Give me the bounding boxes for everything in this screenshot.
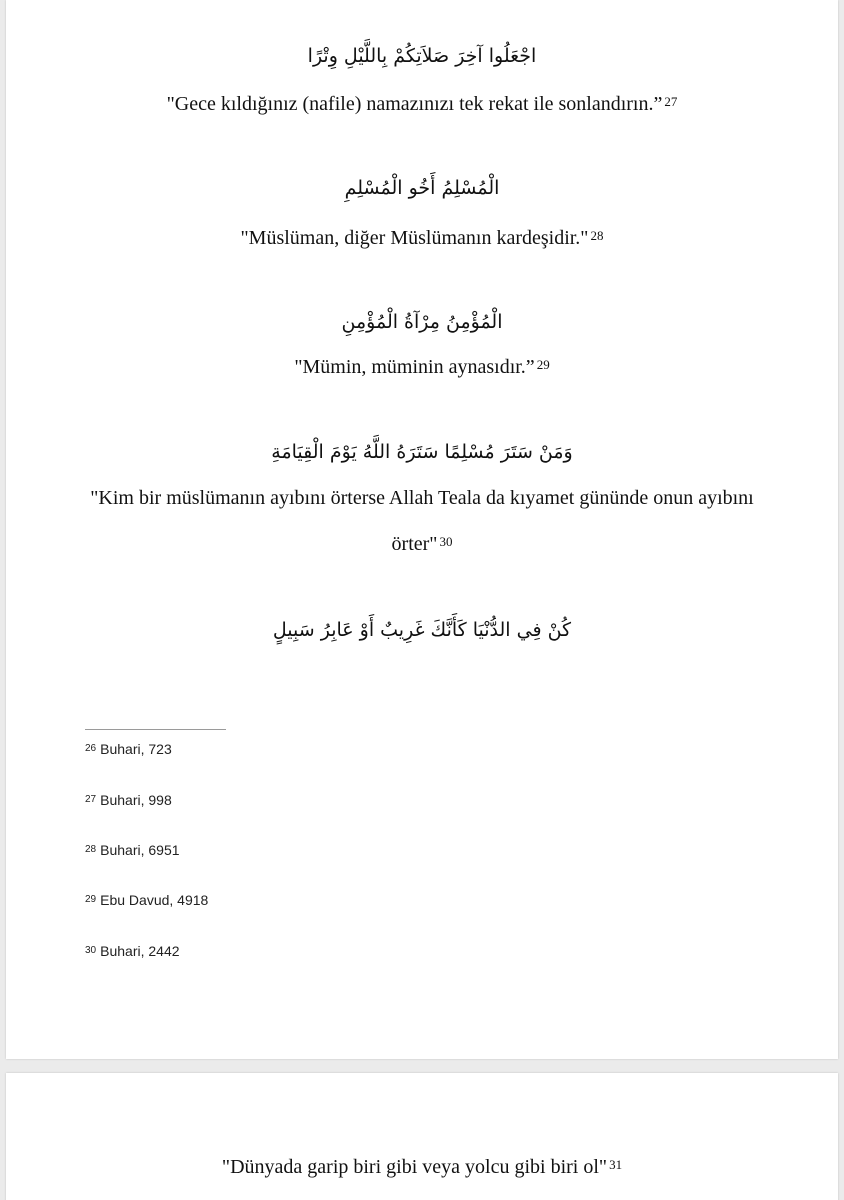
footnote-reference[interactable]: 28 bbox=[590, 228, 604, 243]
footnote bbox=[85, 944, 180, 958]
footnote-number: 27 bbox=[85, 794, 97, 805]
document-page bbox=[6, 0, 838, 1059]
footnote bbox=[85, 893, 208, 907]
footnote-text: Buhari, 2442 bbox=[100, 943, 180, 959]
footnote-number: 30 bbox=[85, 945, 97, 956]
footnote-separator bbox=[85, 729, 226, 730]
footnote-text: Buhari, 998 bbox=[100, 792, 172, 808]
footnote-text: Ebu Davud, 4918 bbox=[100, 892, 209, 908]
footnote-reference[interactable]: 31 bbox=[609, 1157, 623, 1172]
footnote bbox=[85, 742, 172, 756]
footnote-number: 26 bbox=[85, 743, 97, 754]
hadith-translation: "Mümin, müminin aynasıdır.” $^{29}$ bbox=[294, 356, 550, 378]
footnote-reference[interactable]: 30 bbox=[439, 534, 453, 549]
footnote-reference[interactable]: 29 bbox=[536, 357, 550, 372]
document-page bbox=[6, 1073, 838, 1200]
footnote bbox=[85, 843, 180, 857]
hadith-arabic: الْمُؤْمِنُ مِرْآةُ الْمُؤْمِنِ bbox=[341, 311, 503, 333]
footnote-text: Buhari, 6951 bbox=[100, 842, 180, 858]
hadith-arabic: الْمُسْلِمُ أَخُو الْمُسْلِمِ bbox=[344, 177, 500, 199]
footnote-number: 28 bbox=[85, 844, 97, 855]
hadith-arabic: اجْعَلُوا آخِرَ صَلاَتِكُمْ بِاللَّيْلِ وِتْرًا bbox=[307, 45, 537, 67]
footnote-reference[interactable]: 27 bbox=[664, 94, 678, 109]
hadith-arabic: وَمَنْ سَتَرَ مُسْلِمًا سَتَرَهُ اللَّهُ يَوْمَ الْقِيَامَةِ bbox=[271, 441, 573, 463]
hadith-translation: "Gece kıldığınız (nafile) namazınızı tek rekat ile sonlandırın.” $^{27}$ bbox=[166, 93, 678, 115]
hadith-translation: "Müslüman, diğer Müslümanın kardeşidir." $^{28}$ bbox=[240, 227, 604, 249]
footnote-text: Buhari, 723 bbox=[100, 741, 172, 757]
hadith-translation: "Dünyada garip biri gibi veya yolcu gibi biri ol" $^{31}$ bbox=[221, 1156, 623, 1178]
hadith-arabic: كُنْ فِي الدُّنْيَا كَأَنَّكَ غَرِيبٌ أَوْ عَابِرُ سَبِيلٍ bbox=[272, 619, 572, 641]
footnote-number: 29 bbox=[85, 894, 97, 905]
footnote bbox=[85, 793, 172, 807]
hadith-translation: "Kim bir müslümanın ayıbını örterse Allah Teala da kıyamet gününde onun ayıbını örter" $^{30}$ bbox=[90, 487, 754, 555]
